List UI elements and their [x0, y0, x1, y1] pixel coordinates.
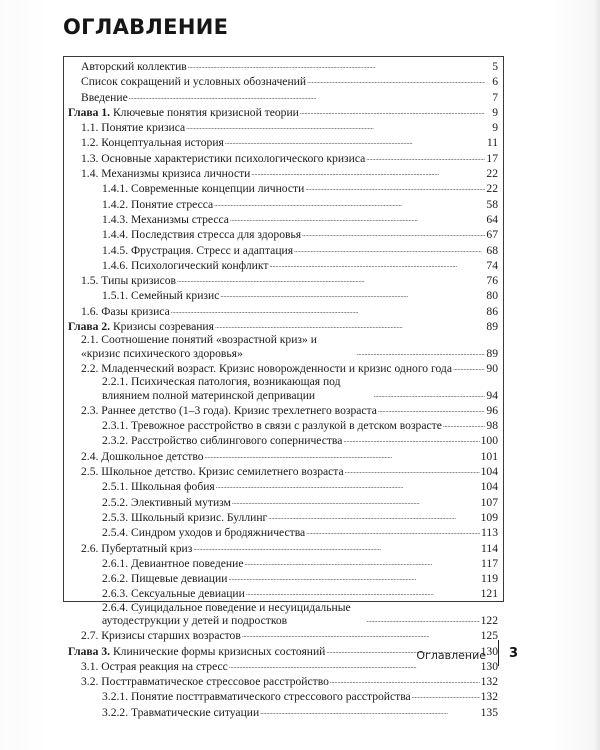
chapter-title: Ключевые понятия кризисной теории — [112, 105, 299, 119]
dot-leader — [188, 58, 485, 73]
toc-section-entry[interactable] — [64, 360, 502, 375]
toc-entry-title: 1.4.2. Понятие стресса — [102, 197, 214, 211]
toc-entry-title: 1.3. Основные характеристики психологического кризиса — [81, 151, 366, 165]
toc-subsection-entry[interactable] — [64, 494, 502, 509]
toc-page-number: 130 — [480, 659, 498, 673]
dot-leader — [345, 463, 480, 478]
dot-leader — [378, 402, 485, 417]
toc-entry-title: 1.4.6. Психологический конфликт — [102, 258, 269, 272]
toc-subsection-entry[interactable] — [64, 585, 502, 600]
toc-entry-intro[interactable] — [64, 58, 502, 73]
toc-subsection-entry[interactable] — [64, 242, 502, 257]
toc-entry-title: 2.6. Пубертатный криз — [81, 541, 193, 555]
toc-page-number: 89 — [486, 346, 498, 360]
table-of-contents — [64, 58, 502, 719]
toc-page-number: 119 — [481, 572, 498, 586]
toc-entry-title: 1.4. Механизмы кризиса личности — [81, 167, 251, 181]
dot-leader — [216, 478, 480, 493]
dot-leader — [302, 226, 485, 241]
toc-section-entry[interactable] — [64, 673, 502, 688]
running-footer — [350, 640, 520, 666]
toc-page-number: 58 — [486, 197, 498, 211]
toc-entry-title: 1.5. Типы кризисов — [81, 274, 177, 288]
toc-page-number: 80 — [486, 289, 498, 303]
toc-page-number: 98 — [486, 419, 498, 433]
toc-entry-title: 1.4.5. Фрустрация. Стресс и адаптация — [102, 243, 294, 257]
toc-entry-title: 2.2. Младенческий возраст. Кризис новорожденности и кризис одного года — [81, 361, 452, 375]
toc-entry-title: 1.5.1. Семейный кризис — [102, 289, 220, 303]
toc-subsection-entry[interactable] — [64, 688, 502, 703]
dot-leader — [357, 345, 485, 360]
toc-section-entry[interactable] — [64, 303, 502, 318]
toc-entry-title: 2.6.1. Девиантное поведение — [102, 556, 244, 570]
toc-entry-title: 1.6. Фазы кризиса — [81, 304, 170, 318]
toc-page-number: 104 — [480, 465, 498, 479]
toc-page-number: 135 — [480, 705, 498, 719]
toc-subsection-entry[interactable] — [64, 375, 502, 402]
toc-page-number: 132 — [480, 690, 498, 704]
toc-entry-title — [68, 320, 214, 333]
toc-page-number: 96 — [486, 403, 498, 417]
toc-entry-title: 2.6.3. Сексуальные девиации — [102, 587, 245, 601]
toc-subsection-entry[interactable] — [64, 509, 502, 524]
dot-leader — [215, 318, 485, 333]
dot-leader — [300, 104, 485, 119]
chapter-title: Кризисы созревания — [112, 320, 214, 334]
toc-entry-title — [68, 645, 325, 658]
toc-entry-title: 1.4.4. Последствия стресса для здоровья — [102, 228, 302, 242]
toc-entry-title: 2.3. Раннее детство (1–3 года). Кризис трехлетнего возраста — [81, 403, 377, 417]
toc-subsection-entry[interactable] — [64, 601, 502, 628]
toc-page-number: 64 — [486, 212, 498, 226]
toc-entry-title: 3.2. Посттравматическое стрессовое расстройство — [81, 675, 329, 689]
toc-section-entry[interactable] — [64, 150, 502, 165]
toc-entry-title: 3.2.1. Понятие посттравматического стрессового расстройства — [102, 690, 411, 704]
dot-leader — [186, 119, 485, 134]
dot-leader — [366, 150, 485, 165]
toc-page-number: 90 — [486, 361, 498, 375]
toc-entry-title: Список сокращений и условных обозначений — [81, 75, 307, 89]
toc-section-entry[interactable] — [64, 119, 502, 134]
toc-section-entry[interactable] — [64, 463, 502, 478]
dot-leader — [177, 272, 485, 287]
toc-subsection-entry[interactable] — [64, 478, 502, 493]
dot-leader — [228, 570, 480, 585]
toc-entry-title: 1.2. Концептуальная история — [81, 136, 224, 150]
dot-leader — [307, 73, 485, 88]
dot-leader — [232, 494, 480, 509]
dot-leader — [294, 242, 485, 257]
dot-leader — [205, 448, 480, 463]
dot-leader — [343, 432, 479, 447]
dot-leader — [443, 417, 485, 432]
dot-leader — [230, 211, 485, 226]
toc-entry-title: 2.5.1. Школьная фобия — [102, 480, 215, 494]
dot-leader — [251, 165, 485, 180]
toc-subsection-entry[interactable] — [64, 555, 502, 570]
toc-subsection-entry[interactable] — [64, 180, 502, 195]
toc-page-number: 76 — [486, 274, 498, 288]
chapter-label: Глава 1. — [68, 105, 111, 119]
dot-leader — [246, 585, 480, 600]
toc-entry-title: 2.3.1. Тревожное расстройство в связи с разлукой в детском возрасте — [102, 419, 442, 433]
dot-leader — [220, 287, 485, 302]
toc-page-number: 130 — [480, 644, 498, 658]
dot-leader — [225, 134, 485, 149]
toc-entry-title — [68, 106, 299, 119]
toc-page-number: 68 — [486, 243, 498, 257]
toc-subsection-entry[interactable] — [64, 211, 502, 226]
toc-page-number: 6 — [492, 75, 498, 89]
dot-leader — [305, 180, 485, 195]
toc-page-number: 125 — [480, 629, 498, 643]
dot-leader — [269, 257, 485, 272]
toc-section-entry[interactable] — [64, 134, 502, 149]
toc-entry-title: 2.1. Соотношение понятий «возрастной криз» и «кризис психического здоровья» — [81, 333, 317, 360]
toc-section-entry[interactable] — [64, 448, 502, 463]
toc-entry-title: 2.5. Школьное детство. Кризис семилетнего возраста — [81, 465, 344, 479]
toc-entry-title: 3.1. Острая реакция на стресс — [81, 659, 228, 673]
toc-page-number: 101 — [480, 449, 498, 463]
toc-page-number: 9 — [492, 105, 498, 119]
chapter-title: Клинические формы кризисных состояний — [112, 644, 326, 658]
toc-subsection-entry[interactable] — [64, 417, 502, 432]
dot-leader — [453, 360, 485, 375]
toc-section-entry[interactable] — [64, 402, 502, 417]
page-title: ОГЛАВЛЕНИЕ — [63, 15, 229, 39]
chapter-label: Глава 2. — [68, 320, 111, 334]
toc-page-number: 100 — [480, 434, 498, 448]
toc-entry-intro[interactable] — [64, 89, 502, 104]
toc-page-number: 114 — [481, 541, 498, 555]
toc-subsection-entry[interactable] — [64, 432, 502, 447]
toc-page-number: 104 — [480, 480, 498, 494]
toc-subsection-entry[interactable] — [64, 570, 502, 585]
toc-page-number: 22 — [486, 182, 498, 196]
dot-leader — [260, 704, 479, 719]
toc-entry-title: 2.6.2. Пищевые девиации — [102, 572, 228, 586]
toc-entry-title: 2.2.1. Психическая патология, возникающая под влиянием полной материнской депривации — [102, 375, 341, 402]
toc-page-number: 117 — [481, 556, 498, 570]
dot-leader — [244, 555, 480, 570]
toc-section-entry[interactable] — [64, 333, 502, 360]
toc-entry-title: 2.3.2. Расстройство сиблингового соперничества — [102, 434, 343, 448]
toc-subsection-entry[interactable] — [64, 196, 502, 211]
toc-entry-title: Авторский коллектив — [81, 60, 187, 73]
toc-page-number: 9 — [492, 121, 498, 135]
dot-leader — [129, 89, 485, 104]
chapter-label: Глава 3. — [68, 644, 111, 658]
toc-section-entry[interactable] — [64, 540, 502, 555]
toc-entry-title: 2.6.4. Суицидальное поведение и несуицидальные аутодеструкции у детей и подростков — [102, 600, 351, 627]
toc-entry-title: 2.7. Кризисы старших возрастов — [81, 629, 241, 643]
toc-entry-title: 2.5.3. Школьный кризис. Буллинг — [102, 510, 268, 524]
toc-page-number: 122 — [480, 613, 498, 627]
toc-page-number: 109 — [480, 510, 498, 524]
toc-entry-title: 3.2.2. Травматические ситуации — [102, 705, 260, 719]
toc-entry-title: 1.4.1. Современные концепции личности — [102, 182, 305, 196]
toc-page-number: 22 — [486, 167, 498, 181]
toc-entry-title: 1.1. Понятие кризиса — [81, 121, 186, 135]
dot-leader — [330, 673, 480, 688]
page-edge-shadow — [594, 0, 600, 750]
toc-page-number: 7 — [492, 90, 498, 104]
toc-page-number: 121 — [480, 587, 498, 601]
dot-leader — [367, 612, 480, 627]
toc-entry-intro[interactable] — [64, 73, 502, 88]
toc-page-number: 113 — [481, 526, 498, 540]
toc-page-number: 89 — [486, 320, 498, 334]
dot-leader — [306, 524, 480, 539]
toc-subsection-entry[interactable] — [64, 524, 502, 539]
toc-entry-title: 1.4.3. Механизмы стресса — [102, 212, 229, 226]
dot-leader — [214, 196, 485, 211]
toc-entry-title: 2.4. Дошкольное детство — [81, 449, 204, 463]
toc-section-entry[interactable] — [64, 165, 502, 180]
footer-divider — [498, 640, 500, 666]
dot-leader — [412, 688, 480, 703]
toc-subsection-entry[interactable] — [64, 287, 502, 302]
toc-page-number: 86 — [486, 304, 498, 318]
toc-page-number: 17 — [486, 151, 498, 165]
toc-entry-title: Введение — [81, 90, 128, 104]
toc-entry-title: 2.5.4. Синдром уходов и бродяжничества — [102, 526, 306, 540]
toc-entry-title: 2.5.2. Элективный мутизм — [102, 495, 231, 509]
dot-leader — [193, 540, 480, 555]
dot-leader — [171, 303, 485, 318]
toc-page-number: 5 — [492, 60, 498, 73]
footer-section-label: Оглавление — [416, 649, 486, 662]
dot-leader — [374, 387, 485, 402]
dot-leader — [268, 509, 479, 524]
toc-subsection-entry[interactable] — [64, 257, 502, 272]
toc-page-number: 132 — [480, 675, 498, 689]
toc-subsection-entry[interactable] — [64, 226, 502, 241]
toc-page-number: 67 — [486, 228, 498, 242]
toc-page-number: 74 — [486, 258, 498, 272]
toc-chapter-heading[interactable] — [64, 318, 502, 333]
toc-page-number: 107 — [480, 495, 498, 509]
page-number: 3 — [508, 646, 518, 661]
toc-page-number: 11 — [486, 136, 498, 150]
toc-section-entry[interactable] — [64, 272, 502, 287]
toc-page-number: 94 — [486, 388, 498, 402]
toc-subsection-entry[interactable] — [64, 704, 502, 719]
toc-chapter-heading[interactable] — [64, 104, 502, 119]
